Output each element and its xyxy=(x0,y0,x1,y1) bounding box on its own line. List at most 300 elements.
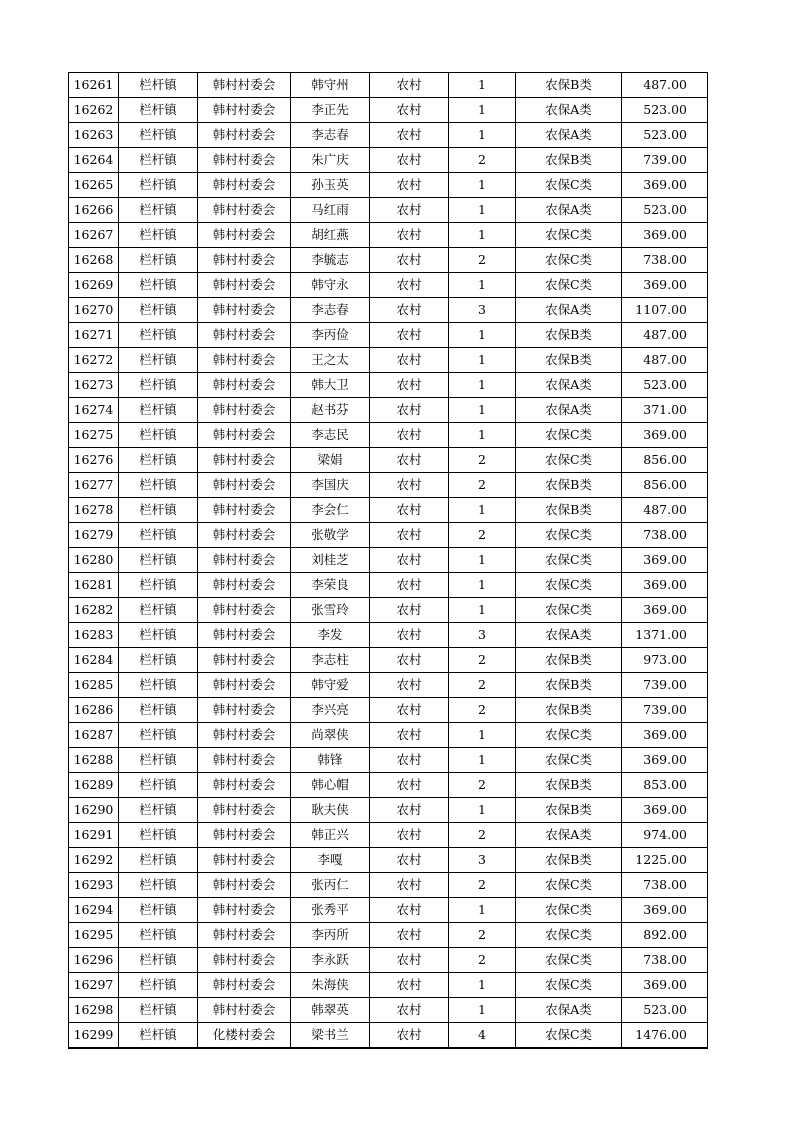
cell-town: 栏杆镇 xyxy=(119,398,198,423)
cell-amount: 738.00 xyxy=(622,523,708,548)
table-row xyxy=(69,373,708,398)
cell-person-name: 梁娟 xyxy=(291,448,370,473)
cell-person-name: 李发 xyxy=(291,623,370,648)
cell-serial-number: 16263 xyxy=(69,123,119,148)
cell-village: 韩村村委会 xyxy=(198,998,291,1023)
cell-household-count: 2 xyxy=(449,823,516,848)
cell-amount: 738.00 xyxy=(622,873,708,898)
cell-serial-number: 16292 xyxy=(69,848,119,873)
cell-area-type: 农村 xyxy=(370,448,449,473)
cell-village: 韩村村委会 xyxy=(198,348,291,373)
cell-village: 韩村村委会 xyxy=(198,498,291,523)
cell-insurance-category: 农保A类 xyxy=(516,373,622,398)
cell-area-type: 农村 xyxy=(370,548,449,573)
cell-amount: 739.00 xyxy=(622,148,708,173)
cell-village: 韩村村委会 xyxy=(198,548,291,573)
cell-town: 栏杆镇 xyxy=(119,98,198,123)
cell-village: 韩村村委会 xyxy=(198,773,291,798)
cell-insurance-category: 农保B类 xyxy=(516,73,622,98)
cell-household-count: 1 xyxy=(449,323,516,348)
cell-area-type: 农村 xyxy=(370,273,449,298)
cell-town: 栏杆镇 xyxy=(119,123,198,148)
cell-household-count: 1 xyxy=(449,73,516,98)
cell-person-name: 韩心帽 xyxy=(291,773,370,798)
cell-person-name: 李嘎 xyxy=(291,848,370,873)
cell-town: 栏杆镇 xyxy=(119,923,198,948)
cell-village: 韩村村委会 xyxy=(198,423,291,448)
cell-household-count: 1 xyxy=(449,398,516,423)
table-row xyxy=(69,173,708,198)
cell-serial-number: 16284 xyxy=(69,648,119,673)
table-row xyxy=(69,523,708,548)
cell-village: 韩村村委会 xyxy=(198,723,291,748)
cell-town: 栏杆镇 xyxy=(119,873,198,898)
cell-person-name: 李丙所 xyxy=(291,923,370,948)
cell-amount: 973.00 xyxy=(622,648,708,673)
cell-person-name: 张秀平 xyxy=(291,898,370,923)
cell-insurance-category: 农保B类 xyxy=(516,323,622,348)
cell-household-count: 2 xyxy=(449,948,516,973)
cell-town: 栏杆镇 xyxy=(119,148,198,173)
cell-serial-number: 16290 xyxy=(69,798,119,823)
cell-village: 韩村村委会 xyxy=(198,298,291,323)
cell-insurance-category: 农保A类 xyxy=(516,98,622,123)
cell-village: 韩村村委会 xyxy=(198,148,291,173)
cell-person-name: 李正先 xyxy=(291,98,370,123)
cell-town: 栏杆镇 xyxy=(119,348,198,373)
table-row xyxy=(69,673,708,698)
cell-household-count: 1 xyxy=(449,273,516,298)
cell-village: 韩村村委会 xyxy=(198,248,291,273)
cell-serial-number: 16298 xyxy=(69,998,119,1023)
cell-household-count: 1 xyxy=(449,798,516,823)
table-row xyxy=(69,198,708,223)
cell-amount: 487.00 xyxy=(622,348,708,373)
cell-amount: 1371.00 xyxy=(622,623,708,648)
table-row xyxy=(69,823,708,848)
cell-amount: 739.00 xyxy=(622,673,708,698)
cell-person-name: 朱广庆 xyxy=(291,148,370,173)
table-row xyxy=(69,473,708,498)
cell-village: 韩村村委会 xyxy=(198,823,291,848)
cell-village: 韩村村委会 xyxy=(198,398,291,423)
cell-person-name: 耿夫侠 xyxy=(291,798,370,823)
cell-household-count: 1 xyxy=(449,598,516,623)
cell-town: 栏杆镇 xyxy=(119,198,198,223)
cell-household-count: 2 xyxy=(449,873,516,898)
cell-person-name: 李志春 xyxy=(291,123,370,148)
cell-insurance-category: 农保C类 xyxy=(516,923,622,948)
cell-serial-number: 16266 xyxy=(69,198,119,223)
table-row xyxy=(69,148,708,173)
table-row xyxy=(69,223,708,248)
cell-area-type: 农村 xyxy=(370,823,449,848)
cell-area-type: 农村 xyxy=(370,798,449,823)
cell-town: 栏杆镇 xyxy=(119,323,198,348)
cell-serial-number: 16273 xyxy=(69,373,119,398)
cell-person-name: 韩守州 xyxy=(291,73,370,98)
cell-village: 韩村村委会 xyxy=(198,898,291,923)
cell-area-type: 农村 xyxy=(370,698,449,723)
cell-area-type: 农村 xyxy=(370,148,449,173)
cell-village: 韩村村委会 xyxy=(198,123,291,148)
cell-person-name: 李丙俭 xyxy=(291,323,370,348)
cell-area-type: 农村 xyxy=(370,598,449,623)
cell-amount: 739.00 xyxy=(622,698,708,723)
cell-town: 栏杆镇 xyxy=(119,173,198,198)
cell-insurance-category: 农保A类 xyxy=(516,298,622,323)
cell-area-type: 农村 xyxy=(370,998,449,1023)
cell-serial-number: 16299 xyxy=(69,1023,119,1049)
table-row xyxy=(69,798,708,823)
cell-serial-number: 16289 xyxy=(69,773,119,798)
cell-serial-number: 16267 xyxy=(69,223,119,248)
cell-household-count: 2 xyxy=(449,673,516,698)
cell-household-count: 1 xyxy=(449,898,516,923)
cell-amount: 523.00 xyxy=(622,123,708,148)
cell-serial-number: 16275 xyxy=(69,423,119,448)
table-row xyxy=(69,98,708,123)
cell-amount: 369.00 xyxy=(622,548,708,573)
cell-area-type: 农村 xyxy=(370,923,449,948)
cell-village: 韩村村委会 xyxy=(198,198,291,223)
cell-person-name: 李志民 xyxy=(291,423,370,448)
cell-serial-number: 16279 xyxy=(69,523,119,548)
cell-amount: 523.00 xyxy=(622,373,708,398)
cell-insurance-category: 农保A类 xyxy=(516,123,622,148)
cell-amount: 974.00 xyxy=(622,823,708,848)
cell-insurance-category: 农保C类 xyxy=(516,873,622,898)
table-row xyxy=(69,1023,708,1049)
cell-insurance-category: 农保C类 xyxy=(516,223,622,248)
cell-area-type: 农村 xyxy=(370,248,449,273)
cell-amount: 892.00 xyxy=(622,923,708,948)
cell-person-name: 韩正兴 xyxy=(291,823,370,848)
cell-amount: 856.00 xyxy=(622,473,708,498)
cell-insurance-category: 农保A类 xyxy=(516,398,622,423)
cell-person-name: 马红雨 xyxy=(291,198,370,223)
cell-town: 栏杆镇 xyxy=(119,273,198,298)
cell-insurance-category: 农保C类 xyxy=(516,573,622,598)
cell-insurance-category: 农保A类 xyxy=(516,998,622,1023)
cell-town: 栏杆镇 xyxy=(119,473,198,498)
cell-insurance-category: 农保A类 xyxy=(516,198,622,223)
cell-village: 韩村村委会 xyxy=(198,523,291,548)
cell-household-count: 1 xyxy=(449,573,516,598)
cell-village: 韩村村委会 xyxy=(198,98,291,123)
cell-serial-number: 16288 xyxy=(69,748,119,773)
table-row xyxy=(69,723,708,748)
cell-village: 韩村村委会 xyxy=(198,598,291,623)
cell-area-type: 农村 xyxy=(370,123,449,148)
cell-area-type: 农村 xyxy=(370,223,449,248)
cell-serial-number: 16262 xyxy=(69,98,119,123)
cell-town: 栏杆镇 xyxy=(119,648,198,673)
cell-household-count: 2 xyxy=(449,773,516,798)
cell-insurance-category: 农保C类 xyxy=(516,173,622,198)
cell-village: 韩村村委会 xyxy=(198,323,291,348)
cell-amount: 369.00 xyxy=(622,173,708,198)
cell-insurance-category: 农保B类 xyxy=(516,673,622,698)
cell-insurance-category: 农保C类 xyxy=(516,523,622,548)
cell-town: 栏杆镇 xyxy=(119,698,198,723)
cell-household-count: 1 xyxy=(449,973,516,998)
cell-serial-number: 16293 xyxy=(69,873,119,898)
cell-insurance-category: 农保B类 xyxy=(516,848,622,873)
cell-household-count: 1 xyxy=(449,373,516,398)
cell-serial-number: 16296 xyxy=(69,948,119,973)
cell-amount: 369.00 xyxy=(622,423,708,448)
cell-area-type: 农村 xyxy=(370,573,449,598)
cell-amount: 369.00 xyxy=(622,573,708,598)
cell-person-name: 韩守永 xyxy=(291,273,370,298)
cell-household-count: 1 xyxy=(449,173,516,198)
table-row xyxy=(69,573,708,598)
cell-amount: 487.00 xyxy=(622,323,708,348)
cell-household-count: 2 xyxy=(449,248,516,273)
cell-village: 化楼村委会 xyxy=(198,1023,291,1049)
cell-village: 韩村村委会 xyxy=(198,473,291,498)
cell-village: 韩村村委会 xyxy=(198,923,291,948)
cell-person-name: 王之太 xyxy=(291,348,370,373)
cell-person-name: 张敬学 xyxy=(291,523,370,548)
cell-town: 栏杆镇 xyxy=(119,898,198,923)
cell-household-count: 1 xyxy=(449,98,516,123)
cell-town: 栏杆镇 xyxy=(119,223,198,248)
cell-household-count: 2 xyxy=(449,448,516,473)
cell-household-count: 1 xyxy=(449,548,516,573)
table-row xyxy=(69,623,708,648)
cell-serial-number: 16278 xyxy=(69,498,119,523)
table-row xyxy=(69,398,708,423)
table-row xyxy=(69,73,708,98)
cell-household-count: 1 xyxy=(449,348,516,373)
cell-insurance-category: 农保B类 xyxy=(516,773,622,798)
cell-serial-number: 16274 xyxy=(69,398,119,423)
cell-town: 栏杆镇 xyxy=(119,1023,198,1049)
cell-town: 栏杆镇 xyxy=(119,973,198,998)
cell-village: 韩村村委会 xyxy=(198,973,291,998)
cell-town: 栏杆镇 xyxy=(119,823,198,848)
cell-village: 韩村村委会 xyxy=(198,748,291,773)
cell-person-name: 李国庆 xyxy=(291,473,370,498)
table-row xyxy=(69,323,708,348)
cell-serial-number: 16282 xyxy=(69,598,119,623)
cell-insurance-category: 农保C类 xyxy=(516,973,622,998)
cell-insurance-category: 农保C类 xyxy=(516,273,622,298)
cell-household-count: 3 xyxy=(449,298,516,323)
cell-amount: 369.00 xyxy=(622,598,708,623)
cell-person-name: 韩守爱 xyxy=(291,673,370,698)
cell-amount: 487.00 xyxy=(622,73,708,98)
cell-town: 栏杆镇 xyxy=(119,373,198,398)
cell-area-type: 农村 xyxy=(370,348,449,373)
cell-person-name: 韩大卫 xyxy=(291,373,370,398)
cell-village: 韩村村委会 xyxy=(198,448,291,473)
cell-amount: 523.00 xyxy=(622,98,708,123)
cell-insurance-category: 农保B类 xyxy=(516,148,622,173)
cell-insurance-category: 农保C类 xyxy=(516,248,622,273)
table-row xyxy=(69,348,708,373)
cell-insurance-category: 农保C类 xyxy=(516,748,622,773)
cell-town: 栏杆镇 xyxy=(119,773,198,798)
cell-serial-number: 16272 xyxy=(69,348,119,373)
cell-person-name: 李荣良 xyxy=(291,573,370,598)
cell-serial-number: 16285 xyxy=(69,673,119,698)
cell-area-type: 农村 xyxy=(370,648,449,673)
cell-serial-number: 16291 xyxy=(69,823,119,848)
cell-area-type: 农村 xyxy=(370,298,449,323)
cell-serial-number: 16276 xyxy=(69,448,119,473)
cell-household-count: 2 xyxy=(449,923,516,948)
cell-village: 韩村村委会 xyxy=(198,173,291,198)
table-row xyxy=(69,748,708,773)
cell-amount: 523.00 xyxy=(622,198,708,223)
cell-town: 栏杆镇 xyxy=(119,948,198,973)
cell-area-type: 农村 xyxy=(370,198,449,223)
cell-area-type: 农村 xyxy=(370,373,449,398)
cell-area-type: 农村 xyxy=(370,623,449,648)
cell-area-type: 农村 xyxy=(370,498,449,523)
cell-serial-number: 16277 xyxy=(69,473,119,498)
cell-amount: 369.00 xyxy=(622,223,708,248)
cell-household-count: 2 xyxy=(449,698,516,723)
cell-area-type: 农村 xyxy=(370,1023,449,1049)
cell-serial-number: 16286 xyxy=(69,698,119,723)
cell-insurance-category: 农保B类 xyxy=(516,473,622,498)
cell-household-count: 1 xyxy=(449,998,516,1023)
cell-amount: 1476.00 xyxy=(622,1023,708,1049)
cell-area-type: 农村 xyxy=(370,98,449,123)
cell-town: 栏杆镇 xyxy=(119,498,198,523)
cell-area-type: 农村 xyxy=(370,898,449,923)
cell-serial-number: 16283 xyxy=(69,623,119,648)
cell-amount: 369.00 xyxy=(622,273,708,298)
cell-household-count: 1 xyxy=(449,223,516,248)
cell-serial-number: 16295 xyxy=(69,923,119,948)
cell-town: 栏杆镇 xyxy=(119,573,198,598)
cell-person-name: 刘桂芝 xyxy=(291,548,370,573)
cell-village: 韩村村委会 xyxy=(198,623,291,648)
cell-serial-number: 16269 xyxy=(69,273,119,298)
cell-town: 栏杆镇 xyxy=(119,848,198,873)
cell-area-type: 农村 xyxy=(370,73,449,98)
table-row xyxy=(69,998,708,1023)
table-row xyxy=(69,973,708,998)
roster-body xyxy=(69,73,708,1049)
cell-town: 栏杆镇 xyxy=(119,598,198,623)
table-row xyxy=(69,298,708,323)
cell-household-count: 1 xyxy=(449,723,516,748)
cell-amount: 371.00 xyxy=(622,398,708,423)
cell-insurance-category: 农保C类 xyxy=(516,723,622,748)
cell-amount: 487.00 xyxy=(622,498,708,523)
cell-household-count: 1 xyxy=(449,748,516,773)
table-row xyxy=(69,773,708,798)
cell-amount: 738.00 xyxy=(622,948,708,973)
cell-person-name: 张丙仁 xyxy=(291,873,370,898)
roster-table xyxy=(68,72,708,1049)
cell-person-name: 胡红燕 xyxy=(291,223,370,248)
cell-household-count: 1 xyxy=(449,423,516,448)
table-row xyxy=(69,598,708,623)
cell-serial-number: 16261 xyxy=(69,73,119,98)
cell-insurance-category: 农保C类 xyxy=(516,898,622,923)
cell-insurance-category: 农保C类 xyxy=(516,548,622,573)
cell-insurance-category: 农保C类 xyxy=(516,448,622,473)
cell-town: 栏杆镇 xyxy=(119,748,198,773)
cell-household-count: 2 xyxy=(449,148,516,173)
cell-insurance-category: 农保A类 xyxy=(516,623,622,648)
cell-person-name: 韩锋 xyxy=(291,748,370,773)
cell-village: 韩村村委会 xyxy=(198,73,291,98)
cell-household-count: 2 xyxy=(449,648,516,673)
cell-amount: 523.00 xyxy=(622,998,708,1023)
cell-area-type: 农村 xyxy=(370,673,449,698)
cell-area-type: 农村 xyxy=(370,473,449,498)
table-row xyxy=(69,698,708,723)
cell-insurance-category: 农保B类 xyxy=(516,348,622,373)
cell-household-count: 4 xyxy=(449,1023,516,1049)
cell-amount: 369.00 xyxy=(622,798,708,823)
cell-village: 韩村村委会 xyxy=(198,698,291,723)
cell-person-name: 李会仁 xyxy=(291,498,370,523)
table-row xyxy=(69,948,708,973)
cell-insurance-category: 农保A类 xyxy=(516,823,622,848)
table-row xyxy=(69,648,708,673)
cell-village: 韩村村委会 xyxy=(198,873,291,898)
cell-serial-number: 16270 xyxy=(69,298,119,323)
cell-insurance-category: 农保B类 xyxy=(516,798,622,823)
cell-person-name: 李志春 xyxy=(291,298,370,323)
cell-town: 栏杆镇 xyxy=(119,73,198,98)
cell-area-type: 农村 xyxy=(370,773,449,798)
cell-town: 栏杆镇 xyxy=(119,998,198,1023)
cell-serial-number: 16280 xyxy=(69,548,119,573)
cell-person-name: 朱海侠 xyxy=(291,973,370,998)
cell-village: 韩村村委会 xyxy=(198,848,291,873)
cell-amount: 856.00 xyxy=(622,448,708,473)
cell-area-type: 农村 xyxy=(370,848,449,873)
table-row xyxy=(69,273,708,298)
cell-village: 韩村村委会 xyxy=(198,648,291,673)
cell-person-name: 梁书兰 xyxy=(291,1023,370,1049)
cell-serial-number: 16281 xyxy=(69,573,119,598)
cell-town: 栏杆镇 xyxy=(119,798,198,823)
table-row xyxy=(69,848,708,873)
cell-insurance-category: 农保C类 xyxy=(516,598,622,623)
cell-person-name: 孙玉英 xyxy=(291,173,370,198)
cell-insurance-category: 农保B类 xyxy=(516,698,622,723)
cell-insurance-category: 农保C类 xyxy=(516,948,622,973)
cell-household-count: 2 xyxy=(449,523,516,548)
cell-serial-number: 16294 xyxy=(69,898,119,923)
cell-village: 韩村村委会 xyxy=(198,798,291,823)
cell-insurance-category: 农保B类 xyxy=(516,498,622,523)
cell-person-name: 赵书芬 xyxy=(291,398,370,423)
cell-area-type: 农村 xyxy=(370,398,449,423)
cell-household-count: 1 xyxy=(449,198,516,223)
cell-person-name: 张雪玲 xyxy=(291,598,370,623)
cell-area-type: 农村 xyxy=(370,973,449,998)
cell-area-type: 农村 xyxy=(370,173,449,198)
cell-amount: 853.00 xyxy=(622,773,708,798)
cell-area-type: 农村 xyxy=(370,323,449,348)
table-row xyxy=(69,548,708,573)
cell-serial-number: 16287 xyxy=(69,723,119,748)
cell-area-type: 农村 xyxy=(370,423,449,448)
cell-town: 栏杆镇 xyxy=(119,298,198,323)
